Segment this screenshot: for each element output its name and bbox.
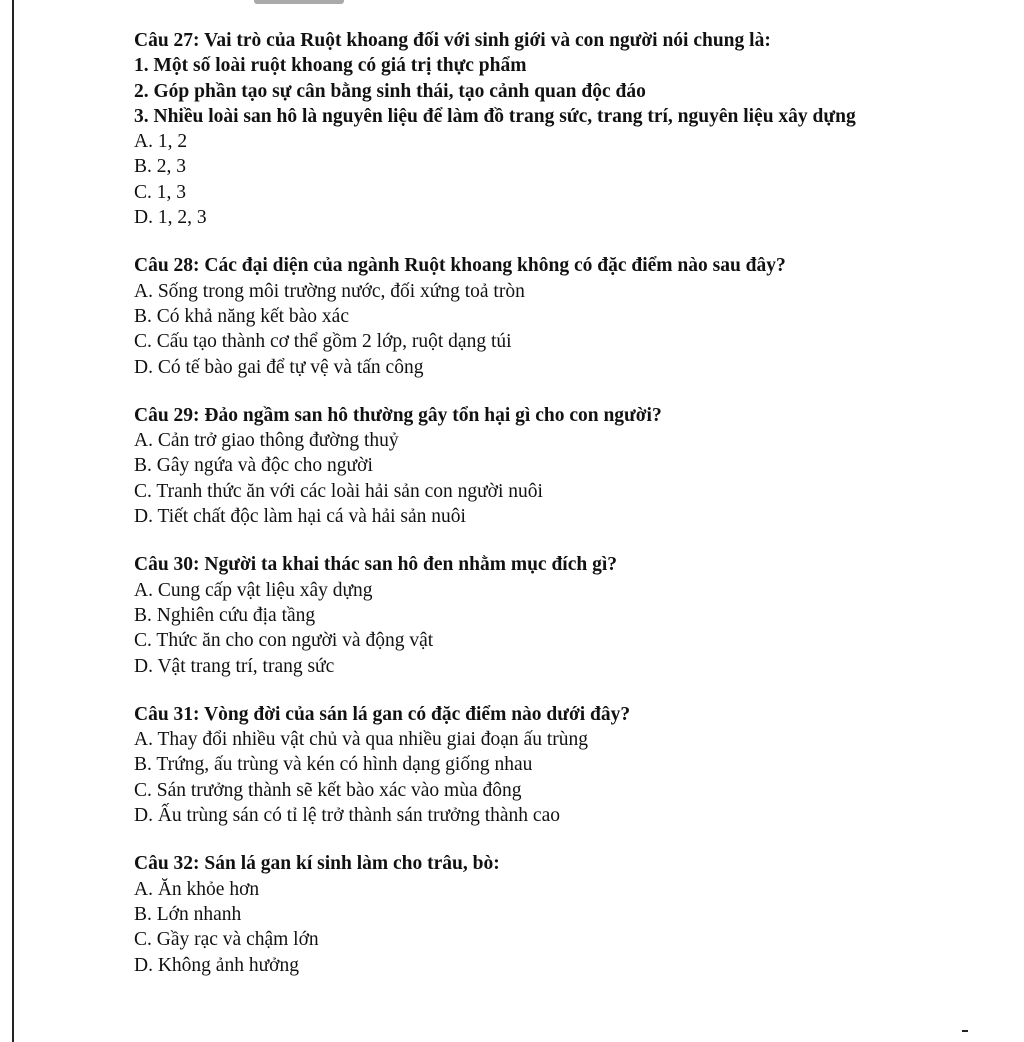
option-d: D. 1, 2, 3 xyxy=(134,207,207,229)
question-27 xyxy=(134,28,934,230)
question-28 xyxy=(134,253,934,379)
option-a: A. Cản trở giao thông đường thuỷ xyxy=(134,430,399,452)
option-b: B. Nghiên cứu địa tầng xyxy=(134,604,316,626)
option-d: D. Tiết chất độc làm hại cá và hải sản nuôi xyxy=(134,506,466,528)
statement-3: 3. Nhiều loài san hô là nguyên liệu để làm đồ trang sức, trang trí, nguyên liệu xây dựng xyxy=(134,105,856,127)
option-d: D. Không ảnh hưởng xyxy=(134,954,299,976)
statement-1: 1. Một số loài ruột khoang có giá trị thực phẩm xyxy=(134,55,527,77)
question-31 xyxy=(134,702,934,828)
question-title: Câu 30: Người ta khai thác san hô đen nhằm mục đích gì? xyxy=(134,554,617,576)
option-c: C. Sán trưởng thành sẽ kết bào xác vào mùa đông xyxy=(134,779,522,801)
option-d: D. Vật trang trí, trang sức xyxy=(134,655,335,677)
option-d: D. Có tế bào gai để tự vệ và tấn công xyxy=(134,356,424,378)
option-c: C. 1, 3 xyxy=(134,181,187,203)
question-title: Câu 27: Vai trò của Ruột khoang đối với sinh giới và con người nói chung là: xyxy=(134,30,771,51)
option-b: B. Gây ngứa và độc cho người xyxy=(134,455,373,477)
option-b: B. Lớn nhanh xyxy=(134,903,242,925)
document-page xyxy=(12,0,1024,1042)
option-d: D. Ấu trùng sán có tỉ lệ trở thành sán trưởng thành cao xyxy=(134,805,560,827)
question-list xyxy=(134,28,934,1001)
option-b: B. 2, 3 xyxy=(134,156,187,178)
option-c: C. Gầy rạc và chậm lớn xyxy=(134,929,319,951)
statement-2: 2. Góp phần tạo sự cân bằng sinh thái, tạo cảnh quan độc đáo xyxy=(134,80,646,102)
option-c: C. Thức ăn cho con người và động vật xyxy=(134,630,434,652)
option-a: A. Ăn khỏe hơn xyxy=(134,878,260,900)
question-29 xyxy=(134,403,934,529)
question-32 xyxy=(134,851,934,977)
question-title: Câu 29: Đảo ngầm san hô thường gây tổn hại gì cho con người? xyxy=(134,404,662,426)
question-title: Câu 28: Các đại diện của ngành Ruột khoang không có đặc điểm nào sau đây? xyxy=(134,255,786,277)
option-a: A. Cung cấp vật liệu xây dựng xyxy=(134,579,373,601)
option-a: A. Thay đổi nhiều vật chủ và qua nhiều giai đoạn ấu trùng xyxy=(134,729,588,751)
option-a: A. 1, 2 xyxy=(134,131,188,153)
top-edge-mark xyxy=(254,0,344,4)
option-a: A. Sống trong môi trường nước, đối xứng toả tròn xyxy=(134,280,525,302)
question-30 xyxy=(134,552,934,678)
question-title: Câu 31: Vòng đời của sán lá gan có đặc điểm nào dưới đây? xyxy=(134,703,631,725)
option-c: C. Cấu tạo thành cơ thể gồm 2 lớp, ruột dạng túi xyxy=(134,331,512,353)
option-b: B. Trứng, ấu trùng và kén có hình dạng giống nhau xyxy=(134,754,533,776)
corner-mark xyxy=(962,1030,968,1032)
option-b: B. Có khả năng kết bào xác xyxy=(134,305,349,327)
question-title: Câu 32: Sán lá gan kí sinh làm cho trâu, bò: xyxy=(134,853,500,875)
option-c: C. Tranh thức ăn với các loài hải sản con người nuôi xyxy=(134,480,543,502)
